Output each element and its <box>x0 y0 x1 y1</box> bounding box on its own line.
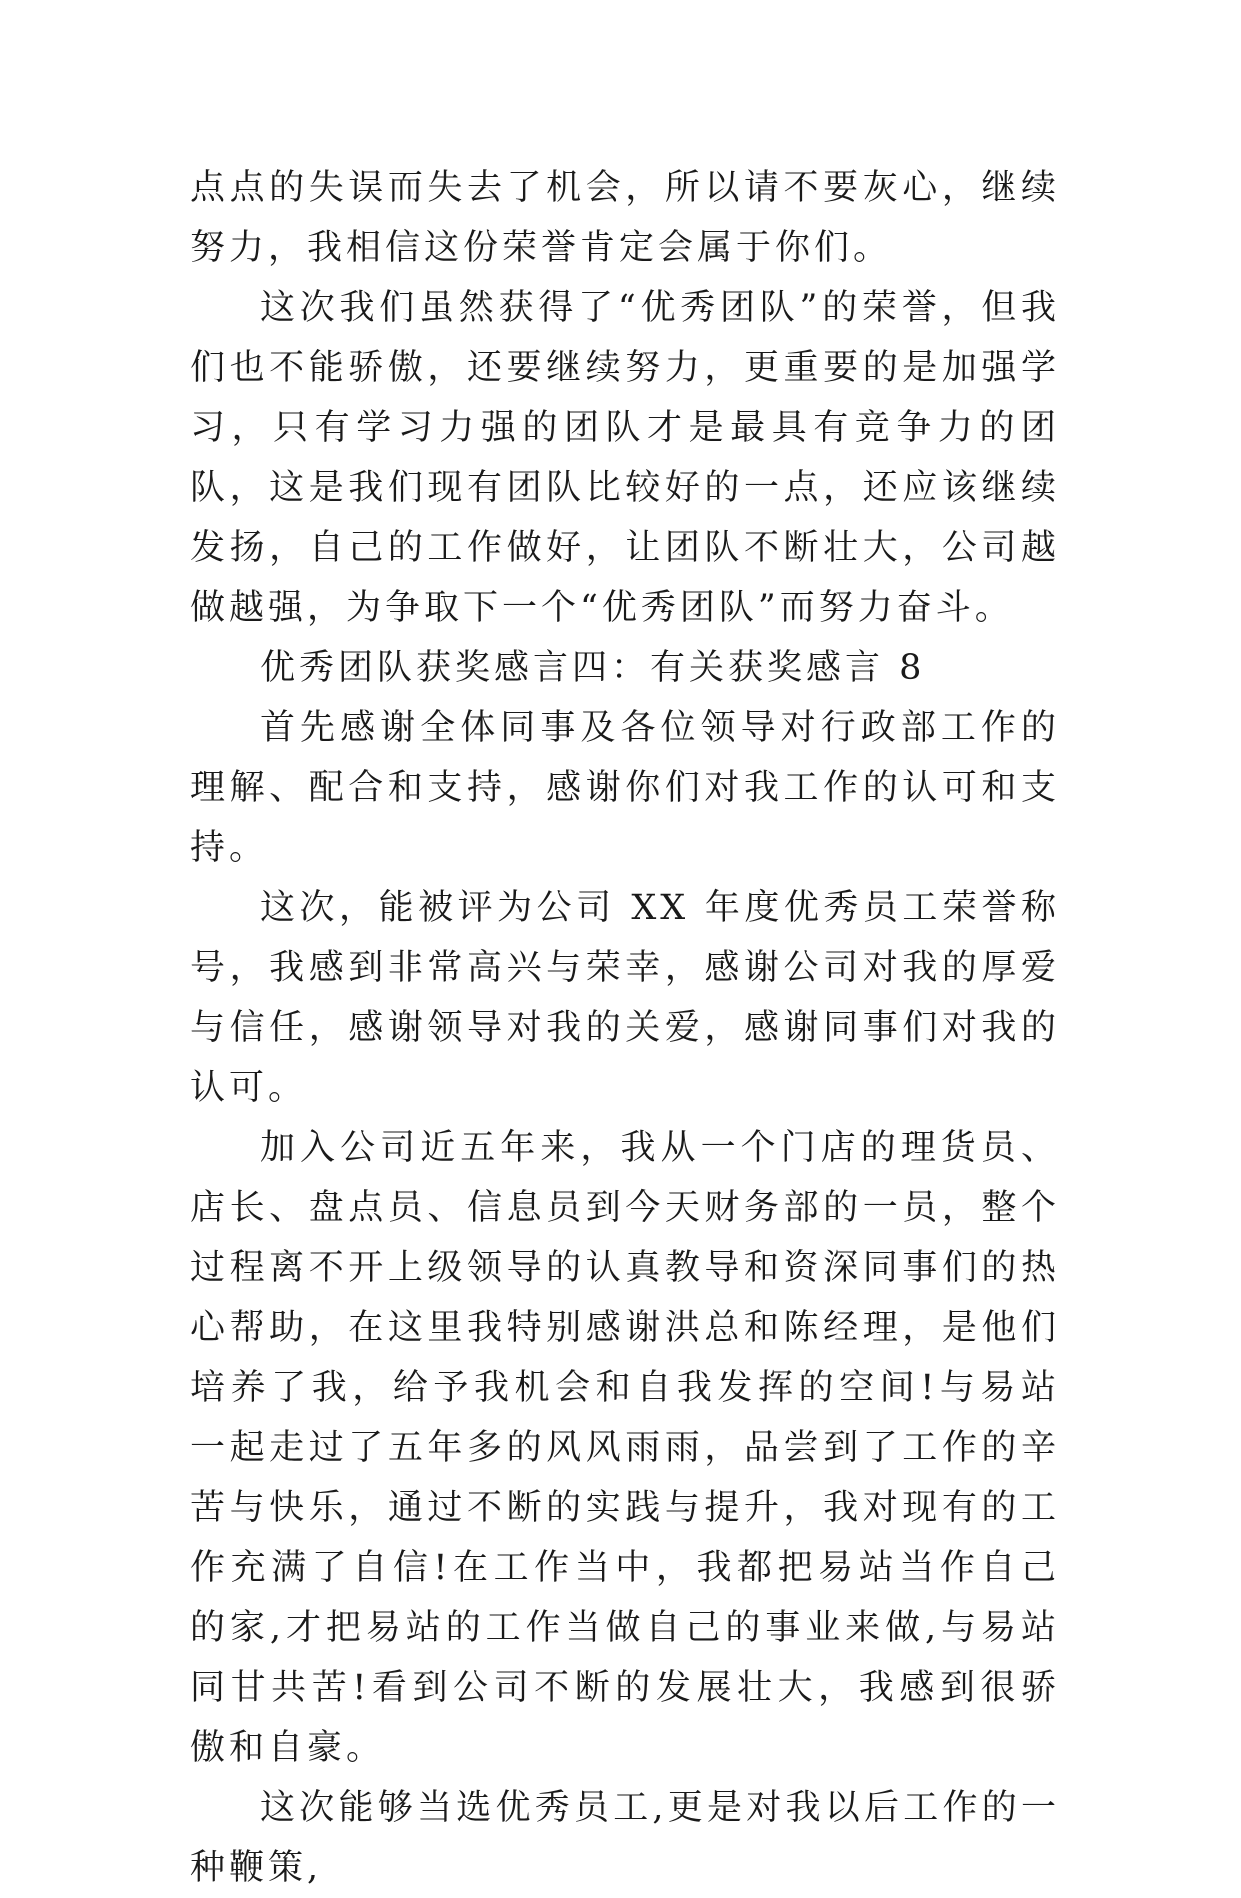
section-heading: 优秀团队获奖感言四：有关获奖感言 8 <box>260 648 926 688</box>
paragraph-4: 这次，能被评为公司 XX 年度优秀员工荣誉称号，我感到非常高兴与荣幸，感谢公司对我的厚爱与信任，感谢领导对我的关爱，感谢同事们对我的认可。 <box>190 888 1060 1108</box>
paragraph-1: 点点的失误而失去了机会，所以请不要灰心，继续努力，我相信这份荣誉肯定会属于你们。 <box>190 168 1060 268</box>
paragraph-3: 首先感谢全体同事及各位领导对行政部工作的理解、配合和支持，感谢你们对我工作的认可和支持。 <box>190 708 1060 868</box>
document-body <box>190 158 1060 1898</box>
paragraph-5: 加入公司近五年来，我从一个门店的理货员、店长、盘点员、信息员到今天财务部的一员，整个过程离不开上级领导的认真教导和资深同事们的热心帮助，在这里我特别感谢洪总和陈经理，是他们培养了我，给予我机会和自我发挥的空间!与易站一起走过了五年多的风风雨雨，品尝到了工作的辛苦与快乐，通过不断的实践与提升，我对现有的工作充满了自信!在工作当中，我都把易站当作自己的家,才把易站的工作当做自己的事业来做,与易站同甘共苦!看到公司不断的发展壮大，我感到很骄傲和自豪。 <box>190 1128 1060 1768</box>
paragraph-6: 这次能够当选优秀员工,更是对我以后工作的一种鞭策, <box>190 1788 1060 1888</box>
paragraph-2: 这次我们虽然获得了“优秀团队”的荣誉，但我们也不能骄傲，还要继续努力，更重要的是加强学习，只有学习力强的团队才是最具有竞争力的团队，这是我们现有团队比较好的一点，还应该继续发扬，自己的工作做好，让团队不断壮大，公司越做越强，为争取下一个“优秀团队”而努力奋斗。 <box>190 288 1060 628</box>
